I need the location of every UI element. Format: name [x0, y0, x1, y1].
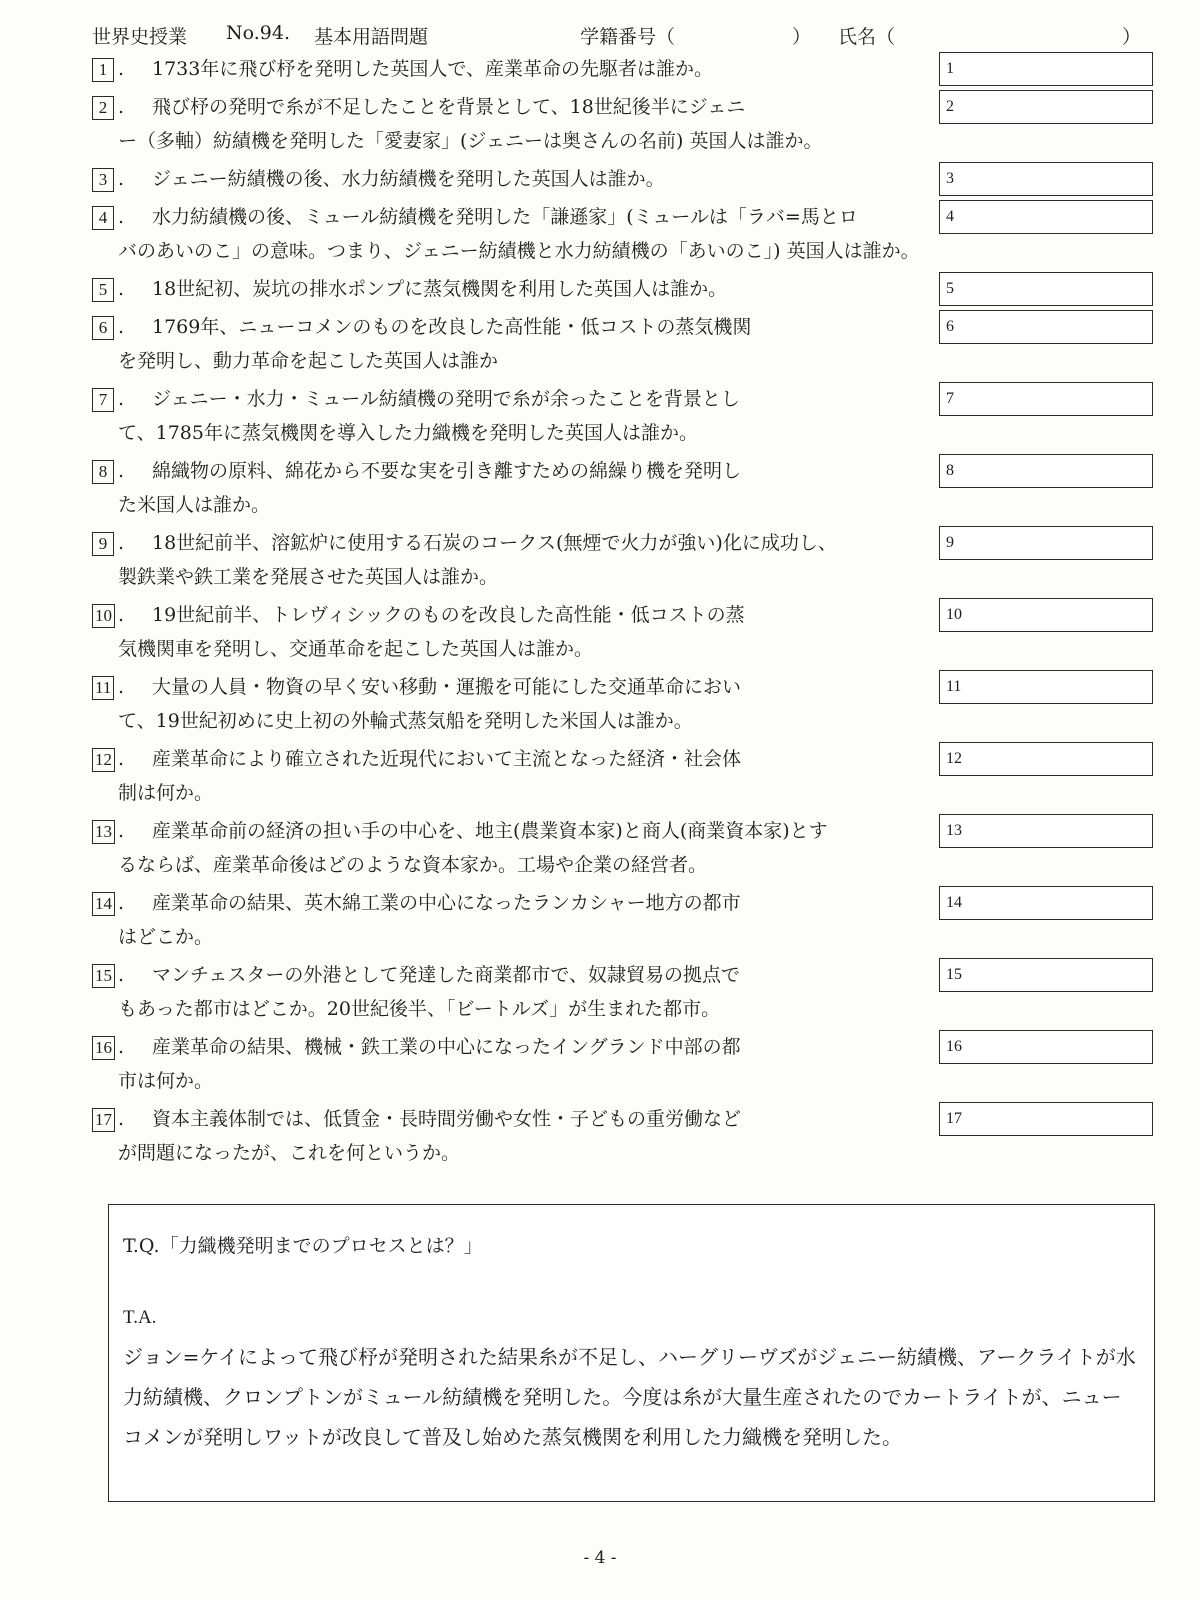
answer-box[interactable]: 13: [939, 814, 1153, 848]
tq-answer-label: T.A.: [123, 1307, 157, 1328]
answer-box[interactable]: 11: [939, 670, 1153, 704]
question-text-continued: [92, 344, 937, 378]
question-text-continued: [92, 416, 937, 450]
question-line-text: ー（多軸）紡績機を発明した「愛妻家」(ジェニーは奥さんの名前) 英国人は誰か。: [118, 130, 823, 152]
question-text-continued: [92, 234, 937, 268]
number-period: .: [118, 96, 125, 118]
answer-box[interactable]: 3: [939, 162, 1153, 196]
name-label: 氏名（: [838, 26, 896, 48]
question-item: [92, 52, 1162, 86]
question-text: [92, 382, 937, 416]
answer-box[interactable]: 16: [939, 1030, 1153, 1064]
question-line-text: バのあいのこ」の意味。つまり、ジェニー紡績機と水力紡績機の「あいのこ」) 英国人は誰か。: [118, 240, 920, 262]
question-text: [92, 886, 937, 920]
question-text-continued: [92, 632, 937, 666]
question-list: [92, 52, 1162, 1174]
question-text-continued: [92, 124, 937, 158]
question-number-box: 17: [92, 1108, 115, 1132]
number-period: .: [118, 460, 125, 482]
question-item: [92, 382, 1162, 450]
worksheet-number: No.94.: [226, 22, 290, 44]
question-number-box: 11: [92, 676, 114, 700]
question-item: [92, 598, 1162, 666]
question-item: [92, 454, 1162, 522]
question-text-continued: [92, 848, 937, 882]
student-id-label: 学籍番号（: [580, 26, 676, 48]
question-number-box: 14: [92, 892, 115, 916]
question-line-text: もあった都市はどこか。20世紀後半、「ビートルズ」が生まれた都市。: [118, 998, 721, 1020]
question-line-text: 市は何か。: [118, 1070, 214, 1092]
question-number-box: 9: [92, 532, 114, 556]
question-line-text: 大量の人員・物資の早く安い移動・運搬を可能にした交通革命におい: [152, 676, 742, 698]
answer-box[interactable]: 2: [939, 90, 1153, 124]
question-text: [92, 1102, 937, 1136]
question-number-box: 15: [92, 964, 115, 988]
question-item: [92, 90, 1162, 158]
question-text: [92, 670, 937, 704]
question-text-continued: [92, 776, 937, 810]
number-period: .: [118, 964, 125, 986]
question-line-text: 気機関車を発明し、交通革命を起こした英国人は誰か。: [118, 638, 594, 660]
tq-box: [108, 1204, 1155, 1502]
course-name: 世界史授業: [92, 26, 188, 48]
question-line-text: を発明し、動力革命を起こした英国人は誰か: [118, 350, 499, 372]
question-text: [92, 742, 937, 776]
question-item: [92, 272, 1162, 306]
question-text-continued: [92, 992, 937, 1026]
number-period: .: [118, 604, 125, 626]
question-line-text: た米国人は誰か。: [118, 494, 271, 516]
question-line-text: ジェニー紡績機の後、水力紡績機を発明した英国人は誰か。: [152, 168, 665, 190]
question-item: [92, 526, 1162, 594]
question-number-box: 2: [92, 96, 114, 120]
question-number-box: 13: [92, 820, 115, 844]
student-id-close: ）: [792, 26, 812, 48]
question-item: [92, 200, 1162, 268]
question-item: [92, 886, 1162, 954]
question-number-box: 7: [92, 388, 114, 412]
question-line-text: 産業革命の結果、英木綿工業の中心になったランカシャー地方の都市: [152, 892, 741, 914]
question-line-text: 18世紀前半、溶鉱炉に使用する石炭のコークス(無煙で火力が強い)化に成功し、: [152, 532, 837, 554]
question-text: [92, 454, 937, 488]
question-item: [92, 1030, 1162, 1098]
question-text-continued: [92, 1064, 937, 1098]
number-period: .: [118, 58, 125, 80]
question-line-text: はどこか。: [118, 926, 214, 948]
question-number-box: 3: [92, 168, 114, 192]
question-text: [92, 200, 937, 234]
answer-box[interactable]: 8: [939, 454, 1153, 488]
question-item: [92, 670, 1162, 738]
number-period: .: [118, 748, 125, 770]
question-line-text: 産業革命により確立された近現代において主流となった経済・社会体: [152, 748, 742, 770]
number-period: .: [118, 892, 125, 914]
answer-box[interactable]: 1: [939, 52, 1153, 86]
question-text: [92, 526, 937, 560]
question-line-text: 産業革命の結果、機械・鉄工業の中心になったイングランド中部の都: [152, 1036, 741, 1058]
question-item: [92, 310, 1162, 378]
number-period: .: [118, 316, 125, 338]
question-item: [92, 1102, 1162, 1170]
answer-box[interactable]: 10: [939, 598, 1153, 632]
answer-box[interactable]: 17: [939, 1102, 1153, 1136]
worksheet-header: [92, 22, 1162, 50]
question-line-text: 制は何か。: [118, 782, 214, 804]
question-item: [92, 958, 1162, 1026]
worksheet-title: 基本用語問題: [314, 26, 429, 48]
question-line-text: 1769年、ニューコメンのものを改良した高性能・低コストの蒸気機関: [152, 316, 752, 338]
question-line-text: て、1785年に蒸気機関を導入した力織機を発明した英国人は誰か。: [118, 422, 698, 444]
question-text: [92, 52, 937, 86]
question-text-continued: [92, 488, 937, 522]
answer-box[interactable]: 12: [939, 742, 1153, 776]
question-item: [92, 162, 1162, 196]
number-period: .: [118, 278, 125, 300]
name-field[interactable]: [904, 22, 1114, 46]
question-line-text: 製鉄業や鉄工業を発展させた英国人は誰か。: [118, 566, 499, 588]
question-line-text: 18世紀初、炭坑の排水ポンプに蒸気機関を利用した英国人は誰か。: [152, 278, 728, 300]
number-period: .: [118, 1036, 125, 1058]
number-period: .: [118, 532, 125, 554]
number-period: .: [118, 206, 125, 228]
name-close: ）: [1122, 26, 1142, 48]
student-id-field[interactable]: [690, 22, 786, 46]
question-line-text: るならば、産業革命後はどのような資本家か。工場や企業の経営者。: [118, 854, 708, 876]
number-period: .: [118, 388, 125, 410]
question-text-continued: [92, 704, 937, 738]
question-number-box: 1: [92, 58, 114, 82]
question-number-box: 6: [92, 316, 114, 340]
answer-box[interactable]: 4: [939, 200, 1153, 234]
question-text: [92, 1030, 937, 1064]
answer-box[interactable]: 5: [939, 272, 1153, 306]
question-item: [92, 814, 1162, 882]
page-number: - 4 -: [583, 1548, 617, 1568]
question-line-text: 資本主義体制では、低賃金・長時間労働や女性・子どもの重労働など: [152, 1108, 742, 1130]
number-period: .: [118, 676, 125, 698]
question-line-text: 飛び杼の発明で糸が不足したことを背景として、18世紀後半にジェニ: [152, 96, 746, 118]
question-line-text: ジェニー・水力・ミュール紡績機の発明で糸が余ったことを背景とし: [152, 388, 740, 410]
answer-box[interactable]: 6: [939, 310, 1153, 344]
question-text-continued: [92, 1136, 937, 1170]
question-number-box: 10: [92, 604, 115, 628]
question-number-box: 16: [92, 1036, 115, 1060]
question-text: [92, 598, 937, 632]
answer-box[interactable]: 9: [939, 526, 1153, 560]
tq-question: T.Q.「力織機発明までのプロセスとは？」: [123, 1235, 483, 1257]
answer-box[interactable]: 15: [939, 958, 1153, 992]
question-text: [92, 814, 937, 848]
question-text: [92, 90, 937, 124]
question-line-text: が問題になったが、これを何というか。: [118, 1142, 461, 1164]
number-period: .: [118, 168, 125, 190]
question-text: [92, 310, 937, 344]
number-period: .: [118, 820, 125, 842]
question-line-text: 綿織物の原料、綿花から不要な実を引き離すための綿繰り機を発明し: [152, 460, 742, 482]
question-number-box: 4: [92, 206, 114, 230]
question-line-text: 19世紀前半、トレヴィシックのものを改良した高性能・低コストの蒸: [152, 604, 745, 626]
number-period: .: [118, 1108, 125, 1130]
question-number-box: 12: [92, 748, 115, 772]
question-text-continued: [92, 560, 937, 594]
question-line-text: マンチェスターの外港として発達した商業都市で、奴隷貿易の拠点で: [152, 964, 741, 986]
answer-box[interactable]: 14: [939, 886, 1153, 920]
question-number-box: 5: [92, 278, 114, 302]
question-number-box: 8: [92, 460, 114, 484]
question-line-text: 1733年に飛び杼を発明した英国人で、産業革命の先駆者は誰か。: [152, 58, 713, 80]
tq-answer-text: ジョン=ケイによって飛び杼が発明された結果糸が不足し、ハーグリーヴズがジェニー紡績機、アークライトが水力紡績機、クロンプトンがミュール紡績機を発明した。今度は糸が大量生産されたのでカートライトが、ニューコメンが発明しワットが改良して普及し始めた蒸気機関を利用した力織機を発明した。: [123, 1345, 1136, 1449]
question-line-text: 水力紡績機の後、ミュール紡績機を発明した「謙遜家」(ミュールは「ラバ=馬とロ: [152, 206, 858, 228]
question-text-continued: [92, 920, 937, 954]
question-text: [92, 162, 937, 196]
question-text: [92, 272, 937, 306]
question-text: [92, 958, 937, 992]
question-line-text: 産業革命前の経済の担い手の中心を、地主(農業資本家)と商人(商業資本家)とす: [152, 820, 828, 842]
question-item: [92, 742, 1162, 810]
answer-box[interactable]: 7: [939, 382, 1153, 416]
question-line-text: て、19世紀初めに史上初の外輪式蒸気船を発明した米国人は誰か。: [118, 710, 693, 732]
